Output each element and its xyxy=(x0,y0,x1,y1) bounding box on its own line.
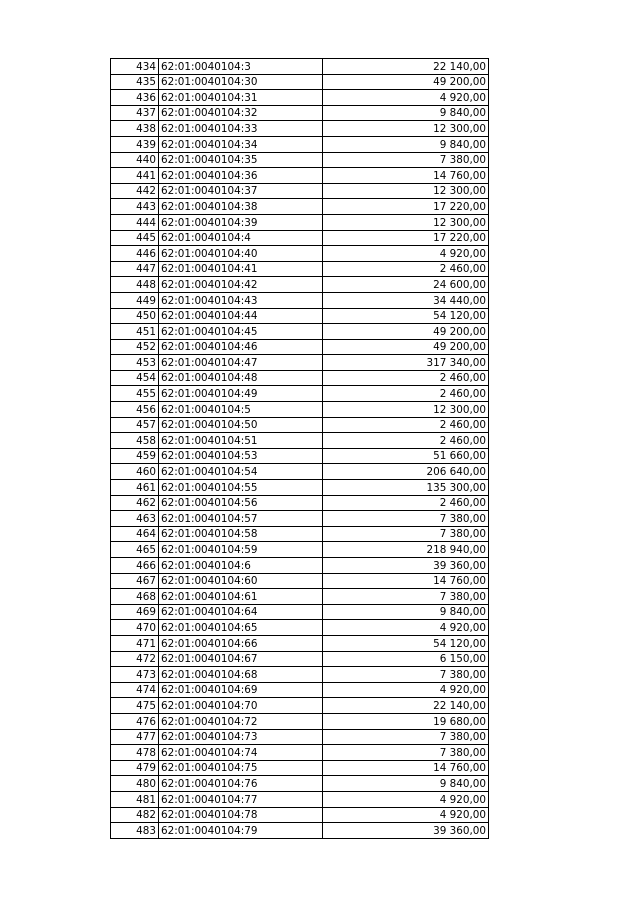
row-number-cell: 474 xyxy=(111,682,159,698)
row-number-cell: 434 xyxy=(111,59,159,75)
value-cell: 19 680,00 xyxy=(323,713,489,729)
data-table xyxy=(110,58,489,839)
value-cell: 49 200,00 xyxy=(323,339,489,355)
value-cell: 2 460,00 xyxy=(323,261,489,277)
value-cell: 14 760,00 xyxy=(323,573,489,589)
table-row xyxy=(111,651,489,667)
table-row xyxy=(111,324,489,340)
row-number-cell: 448 xyxy=(111,277,159,293)
table-row xyxy=(111,214,489,230)
table-row xyxy=(111,745,489,761)
cadastral-number-cell: 62:01:0040104:36 xyxy=(159,168,323,184)
table-row xyxy=(111,635,489,651)
row-number-cell: 483 xyxy=(111,823,159,839)
cadastral-number-cell: 62:01:0040104:37 xyxy=(159,183,323,199)
row-number-cell: 459 xyxy=(111,448,159,464)
cadastral-number-cell: 62:01:0040104:68 xyxy=(159,667,323,683)
row-number-cell: 443 xyxy=(111,199,159,215)
cadastral-number-cell: 62:01:0040104:74 xyxy=(159,745,323,761)
value-cell: 49 200,00 xyxy=(323,324,489,340)
row-number-cell: 453 xyxy=(111,355,159,371)
table-row xyxy=(111,495,489,511)
value-cell: 2 460,00 xyxy=(323,433,489,449)
cadastral-number-cell: 62:01:0040104:44 xyxy=(159,308,323,324)
row-number-cell: 461 xyxy=(111,480,159,496)
table-row xyxy=(111,59,489,75)
cadastral-number-cell: 62:01:0040104:39 xyxy=(159,214,323,230)
cadastral-number-cell: 62:01:0040104:57 xyxy=(159,511,323,527)
value-cell: 218 940,00 xyxy=(323,542,489,558)
row-number-cell: 478 xyxy=(111,745,159,761)
table-row xyxy=(111,136,489,152)
value-cell: 206 640,00 xyxy=(323,464,489,480)
cadastral-number-cell: 62:01:0040104:5 xyxy=(159,402,323,418)
value-cell: 14 760,00 xyxy=(323,168,489,184)
row-number-cell: 470 xyxy=(111,620,159,636)
row-number-cell: 447 xyxy=(111,261,159,277)
table-row xyxy=(111,542,489,558)
cadastral-number-cell: 62:01:0040104:79 xyxy=(159,823,323,839)
value-cell: 4 920,00 xyxy=(323,620,489,636)
value-cell: 14 760,00 xyxy=(323,760,489,776)
row-number-cell: 437 xyxy=(111,105,159,121)
table-row xyxy=(111,74,489,90)
value-cell: 2 460,00 xyxy=(323,370,489,386)
table-row xyxy=(111,729,489,745)
table-row xyxy=(111,604,489,620)
cadastral-number-cell: 62:01:0040104:4 xyxy=(159,230,323,246)
table-row xyxy=(111,698,489,714)
row-number-cell: 475 xyxy=(111,698,159,714)
value-cell: 12 300,00 xyxy=(323,214,489,230)
row-number-cell: 439 xyxy=(111,136,159,152)
table-row xyxy=(111,526,489,542)
cadastral-number-cell: 62:01:0040104:31 xyxy=(159,90,323,106)
row-number-cell: 452 xyxy=(111,339,159,355)
cadastral-number-cell: 62:01:0040104:51 xyxy=(159,433,323,449)
value-cell: 54 120,00 xyxy=(323,308,489,324)
table-row xyxy=(111,807,489,823)
row-number-cell: 444 xyxy=(111,214,159,230)
table-row xyxy=(111,152,489,168)
value-cell: 22 140,00 xyxy=(323,698,489,714)
table-row xyxy=(111,90,489,106)
cadastral-number-cell: 62:01:0040104:41 xyxy=(159,261,323,277)
cadastral-number-cell: 62:01:0040104:6 xyxy=(159,558,323,574)
row-number-cell: 468 xyxy=(111,589,159,605)
value-cell: 9 840,00 xyxy=(323,604,489,620)
table-row xyxy=(111,355,489,371)
table-row xyxy=(111,105,489,121)
value-cell: 7 380,00 xyxy=(323,526,489,542)
row-number-cell: 442 xyxy=(111,183,159,199)
row-number-cell: 476 xyxy=(111,713,159,729)
cadastral-number-cell: 62:01:0040104:33 xyxy=(159,121,323,137)
value-cell: 9 840,00 xyxy=(323,136,489,152)
cadastral-number-cell: 62:01:0040104:45 xyxy=(159,324,323,340)
cadastral-number-cell: 62:01:0040104:58 xyxy=(159,526,323,542)
value-cell: 9 840,00 xyxy=(323,776,489,792)
value-cell: 135 300,00 xyxy=(323,480,489,496)
cadastral-number-cell: 62:01:0040104:64 xyxy=(159,604,323,620)
table-row xyxy=(111,760,489,776)
value-cell: 12 300,00 xyxy=(323,402,489,418)
row-number-cell: 446 xyxy=(111,246,159,262)
table-row xyxy=(111,339,489,355)
table-row xyxy=(111,776,489,792)
value-cell: 317 340,00 xyxy=(323,355,489,371)
value-cell: 51 660,00 xyxy=(323,448,489,464)
table-row xyxy=(111,121,489,137)
cadastral-number-cell: 62:01:0040104:61 xyxy=(159,589,323,605)
cadastral-number-cell: 62:01:0040104:42 xyxy=(159,277,323,293)
cadastral-number-cell: 62:01:0040104:38 xyxy=(159,199,323,215)
table-row xyxy=(111,713,489,729)
row-number-cell: 481 xyxy=(111,791,159,807)
table-row xyxy=(111,433,489,449)
value-cell: 7 380,00 xyxy=(323,729,489,745)
value-cell: 4 920,00 xyxy=(323,90,489,106)
row-number-cell: 462 xyxy=(111,495,159,511)
table-row xyxy=(111,168,489,184)
cadastral-number-cell: 62:01:0040104:60 xyxy=(159,573,323,589)
row-number-cell: 449 xyxy=(111,292,159,308)
value-cell: 39 360,00 xyxy=(323,823,489,839)
row-number-cell: 458 xyxy=(111,433,159,449)
cadastral-number-cell: 62:01:0040104:75 xyxy=(159,760,323,776)
cadastral-number-cell: 62:01:0040104:40 xyxy=(159,246,323,262)
row-number-cell: 435 xyxy=(111,74,159,90)
table-row xyxy=(111,199,489,215)
value-cell: 12 300,00 xyxy=(323,183,489,199)
table-body xyxy=(111,59,489,839)
row-number-cell: 465 xyxy=(111,542,159,558)
table-row xyxy=(111,402,489,418)
table-row xyxy=(111,511,489,527)
table-row xyxy=(111,667,489,683)
cadastral-number-cell: 62:01:0040104:53 xyxy=(159,448,323,464)
cadastral-number-cell: 62:01:0040104:66 xyxy=(159,635,323,651)
table-row xyxy=(111,464,489,480)
table-row xyxy=(111,183,489,199)
table-row xyxy=(111,573,489,589)
cadastral-number-cell: 62:01:0040104:73 xyxy=(159,729,323,745)
row-number-cell: 438 xyxy=(111,121,159,137)
cadastral-number-cell: 62:01:0040104:35 xyxy=(159,152,323,168)
row-number-cell: 456 xyxy=(111,402,159,418)
value-cell: 54 120,00 xyxy=(323,635,489,651)
table-row xyxy=(111,589,489,605)
table-row xyxy=(111,277,489,293)
row-number-cell: 479 xyxy=(111,760,159,776)
cadastral-number-cell: 62:01:0040104:30 xyxy=(159,74,323,90)
value-cell: 7 380,00 xyxy=(323,589,489,605)
table-row xyxy=(111,261,489,277)
cadastral-number-cell: 62:01:0040104:59 xyxy=(159,542,323,558)
cadastral-number-cell: 62:01:0040104:32 xyxy=(159,105,323,121)
value-cell: 49 200,00 xyxy=(323,74,489,90)
row-number-cell: 463 xyxy=(111,511,159,527)
value-cell: 2 460,00 xyxy=(323,417,489,433)
row-number-cell: 471 xyxy=(111,635,159,651)
value-cell: 4 920,00 xyxy=(323,246,489,262)
cadastral-number-cell: 62:01:0040104:54 xyxy=(159,464,323,480)
value-cell: 7 380,00 xyxy=(323,511,489,527)
value-cell: 4 920,00 xyxy=(323,682,489,698)
row-number-cell: 472 xyxy=(111,651,159,667)
row-number-cell: 455 xyxy=(111,386,159,402)
cadastral-number-cell: 62:01:0040104:72 xyxy=(159,713,323,729)
table-row xyxy=(111,448,489,464)
table-row xyxy=(111,823,489,839)
cadastral-number-cell: 62:01:0040104:77 xyxy=(159,791,323,807)
row-number-cell: 440 xyxy=(111,152,159,168)
value-cell: 7 380,00 xyxy=(323,152,489,168)
value-cell: 4 920,00 xyxy=(323,807,489,823)
row-number-cell: 464 xyxy=(111,526,159,542)
row-number-cell: 441 xyxy=(111,168,159,184)
value-cell: 39 360,00 xyxy=(323,558,489,574)
value-cell: 2 460,00 xyxy=(323,495,489,511)
table-row xyxy=(111,791,489,807)
value-cell: 34 440,00 xyxy=(323,292,489,308)
row-number-cell: 457 xyxy=(111,417,159,433)
row-number-cell: 473 xyxy=(111,667,159,683)
cadastral-number-cell: 62:01:0040104:34 xyxy=(159,136,323,152)
row-number-cell: 460 xyxy=(111,464,159,480)
cadastral-number-cell: 62:01:0040104:46 xyxy=(159,339,323,355)
table-row xyxy=(111,230,489,246)
value-cell: 12 300,00 xyxy=(323,121,489,137)
row-number-cell: 451 xyxy=(111,324,159,340)
table-row xyxy=(111,417,489,433)
cadastral-number-cell: 62:01:0040104:55 xyxy=(159,480,323,496)
row-number-cell: 467 xyxy=(111,573,159,589)
table-row xyxy=(111,308,489,324)
table-row xyxy=(111,682,489,698)
cadastral-number-cell: 62:01:0040104:49 xyxy=(159,386,323,402)
row-number-cell: 466 xyxy=(111,558,159,574)
row-number-cell: 454 xyxy=(111,370,159,386)
row-number-cell: 482 xyxy=(111,807,159,823)
value-cell: 9 840,00 xyxy=(323,105,489,121)
cadastral-number-cell: 62:01:0040104:56 xyxy=(159,495,323,511)
value-cell: 17 220,00 xyxy=(323,199,489,215)
value-cell: 6 150,00 xyxy=(323,651,489,667)
table-row xyxy=(111,620,489,636)
row-number-cell: 477 xyxy=(111,729,159,745)
value-cell: 17 220,00 xyxy=(323,230,489,246)
value-cell: 24 600,00 xyxy=(323,277,489,293)
row-number-cell: 445 xyxy=(111,230,159,246)
value-cell: 22 140,00 xyxy=(323,59,489,75)
cadastral-number-cell: 62:01:0040104:67 xyxy=(159,651,323,667)
row-number-cell: 480 xyxy=(111,776,159,792)
row-number-cell: 436 xyxy=(111,90,159,106)
table-row xyxy=(111,246,489,262)
table-row xyxy=(111,370,489,386)
cadastral-number-cell: 62:01:0040104:50 xyxy=(159,417,323,433)
table-row xyxy=(111,292,489,308)
value-cell: 4 920,00 xyxy=(323,791,489,807)
table-row xyxy=(111,386,489,402)
table-row xyxy=(111,558,489,574)
cadastral-number-cell: 62:01:0040104:47 xyxy=(159,355,323,371)
cadastral-number-cell: 62:01:0040104:78 xyxy=(159,807,323,823)
cadastral-number-cell: 62:01:0040104:70 xyxy=(159,698,323,714)
cadastral-number-cell: 62:01:0040104:69 xyxy=(159,682,323,698)
value-cell: 7 380,00 xyxy=(323,667,489,683)
cadastral-number-cell: 62:01:0040104:65 xyxy=(159,620,323,636)
cadastral-number-cell: 62:01:0040104:3 xyxy=(159,59,323,75)
cadastral-number-cell: 62:01:0040104:48 xyxy=(159,370,323,386)
row-number-cell: 469 xyxy=(111,604,159,620)
value-cell: 2 460,00 xyxy=(323,386,489,402)
row-number-cell: 450 xyxy=(111,308,159,324)
value-cell: 7 380,00 xyxy=(323,745,489,761)
cadastral-number-cell: 62:01:0040104:76 xyxy=(159,776,323,792)
cadastral-number-cell: 62:01:0040104:43 xyxy=(159,292,323,308)
table-row xyxy=(111,480,489,496)
